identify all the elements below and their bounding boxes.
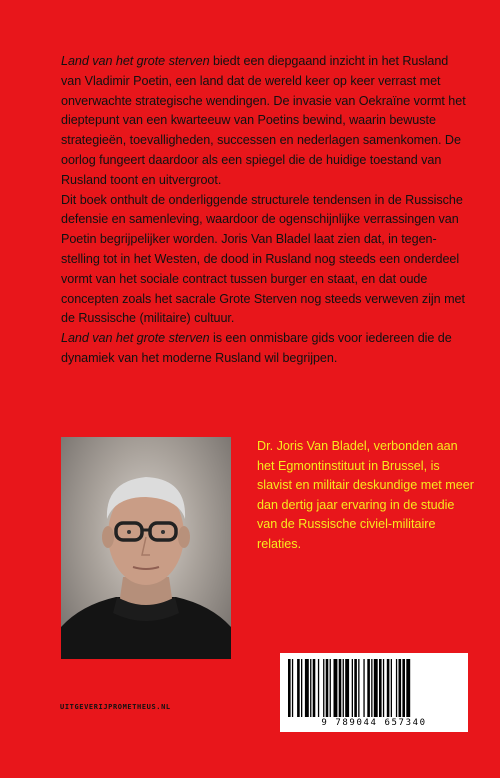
barcode-bar — [323, 659, 324, 717]
barcode-bar — [297, 659, 300, 717]
barcode-bar — [339, 659, 342, 717]
barcode-bar — [301, 659, 302, 717]
barcode-bar — [371, 659, 372, 717]
barcode — [280, 653, 468, 732]
barcode-bar — [383, 659, 384, 717]
barcode-bar — [387, 659, 390, 717]
barcode-bar — [399, 659, 402, 717]
author-photo — [61, 437, 231, 659]
barcode-bar — [288, 659, 291, 717]
barcode-bar — [326, 659, 329, 717]
book-title-italic: Land van het grote sterven — [61, 331, 210, 346]
barcode-bar — [363, 659, 364, 717]
barcode-bar — [334, 659, 338, 717]
back-cover-blurb — [61, 52, 466, 369]
barcode-bar — [358, 659, 359, 717]
barcode-bar — [313, 659, 316, 717]
barcode-bar — [379, 659, 382, 717]
book-title-italic: Land van het grote sterven — [61, 54, 210, 68]
author-bio — [257, 437, 477, 555]
barcode-bar — [305, 659, 309, 717]
barcode-bar — [318, 659, 319, 717]
barcode-bar — [354, 659, 357, 717]
barcode-bar — [406, 659, 410, 717]
barcode-bar — [310, 659, 311, 717]
barcode-bar — [396, 659, 397, 717]
author-bio-text: Dr. Joris Van Bladel, verbonden aan het Egmontinstituut in Brussel, is slavist en militair deskundige met meer dan dertig jaar ervaring in de studie van de Russische civiel-militaire relaties. — [257, 439, 474, 551]
barcode-bar — [352, 659, 353, 717]
barcode-bar — [402, 659, 405, 717]
isbn-number: 9 789044 657340 — [321, 718, 427, 728]
barcode-bar — [367, 659, 370, 717]
blurb-text: biedt een diepgaand inzicht in het Rusland van Vladimir Poetin, een land dat de wereld keer op keer verrast met onverwachte strategische wendingen. De invasie van Oekraïne vormt het dieptepunt van een kwarteeuw van Poetins bewind, waarin bewuste strategieën, toevalligheden, successen en nederlagen samenkomen. De oorlog fungeert daardoor als een spiegel die de huidige toestand van Rusland toont en uitvergroot. — [61, 54, 466, 187]
barcode-bar — [330, 659, 331, 717]
publisher-url: UITGEVERIJPROMETHEUS.NL — [60, 703, 171, 711]
blurb-paragraph-3 — [61, 329, 466, 369]
barcode-bar — [292, 659, 293, 717]
blurb-text: is een onmisbare gids voor iedereen die de dynamiek van het moderne Rusland wil begrijpen. — [61, 331, 452, 365]
barcode-bar — [391, 659, 392, 717]
barcode-bars — [288, 659, 460, 717]
barcode-bar — [374, 659, 378, 717]
blurb-paragraph-1 — [61, 52, 466, 191]
blurb-paragraph-2: Dit boek onthult de onderliggende structurele tendensen in de Russische defensie en samenleving, waardoor de ogenschijnlijke verrassingen van Poetin begrijpelijker worden. Joris Van Bladel laat zien dat, in tegenstelling tot in het Westen, de dood in Rusland nog steeds een onderdeel vormt van het sociale contract tussen burger en staat, en dat oude concepten zoals het sacrale Grote Sterven nog steeds verweven zijn met de Russische (militaire) cultuur. — [61, 192, 465, 326]
barcode-bar — [345, 659, 349, 717]
barcode-bar — [343, 659, 344, 717]
